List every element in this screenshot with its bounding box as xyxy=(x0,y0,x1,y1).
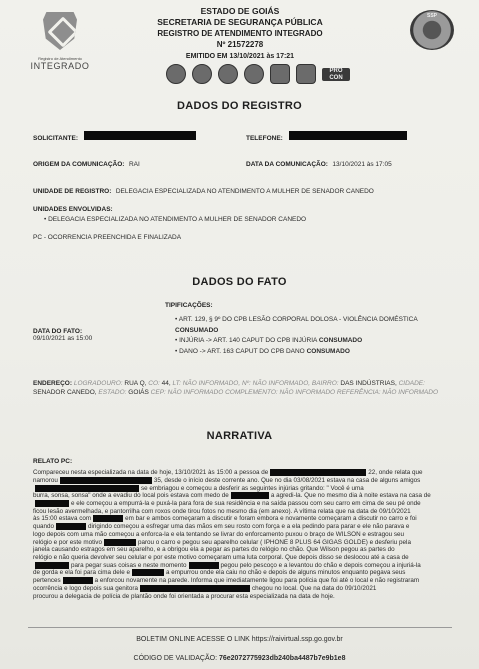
narrative-segment: parou o carro e pegou seu aparelho celular ( IPHONE 8 PLUS 64 GIGAS GOLDE) e desferiu pela xyxy=(137,538,411,546)
registro-section-title: DADOS DO REGISTRO xyxy=(177,100,302,112)
data-comunicacao-field xyxy=(246,153,392,171)
narrative-segment: e ele começou a empurrá-la e puxá-la para fora de sua residência e na saída passou com seu carro em cima de seu pé onde xyxy=(71,500,421,508)
narrativa-section-title: NARRATIVA xyxy=(206,430,273,442)
narrative-segment: a empurrou onde ela caiu no chão e depois de alguns minutos enquanto pegava seus xyxy=(165,569,406,577)
narrative-segment: relógio e não queria devolver seu celular e por este motivo começaram uma luta corporal. Que depois disso se deslocou até a casa de xyxy=(33,553,409,561)
boletim-text: BOLETIM ONLINE ACESSE O LINK https://raivirtual.ssp.go.gov.br xyxy=(136,636,343,643)
narrative-text xyxy=(33,469,463,600)
narrative-line xyxy=(33,492,463,500)
data-fato-value: 09/10/2021 as 15:00 xyxy=(33,335,93,342)
endereco-rest: CEP: NÃO INFORMADO COMPLEMENTO: NÃO INFORMADO REFERÊNCIA: NÃO INFORMADO xyxy=(150,388,439,396)
narrative-segment: 22, onde relata que xyxy=(368,469,423,477)
redacted-block xyxy=(35,500,69,507)
narrative-segment: dirigindo começou a esfregar uma das mãos em seu rosto com força e a ela pedindo para parar e ele não parava e xyxy=(88,523,410,531)
endereco-label: ENDEREÇO: xyxy=(33,380,73,387)
narrative-line xyxy=(33,515,463,523)
narrative-segment: janela causando estragos em seu aparelho, e a obrigou ela a pegar as partes do relógio no chão. Que Wilson pegou as partes do xyxy=(33,546,395,554)
procon-logo: PRO CON xyxy=(322,68,350,81)
narrative-line xyxy=(33,500,463,508)
fato-section-title: DADOS DO FATO xyxy=(192,276,287,288)
narrative-segment: de gorda e ela foi para cima dele e xyxy=(33,569,130,577)
bullet-icon: • xyxy=(175,316,178,323)
redacted-block xyxy=(84,131,196,140)
badge-icon xyxy=(270,64,290,84)
unidade-label: UNIDADE DE REGISTRO: xyxy=(33,188,112,195)
narrative-line xyxy=(33,469,463,477)
redacted-block xyxy=(63,577,93,584)
narrative-line xyxy=(33,539,463,547)
bullet-icon: • xyxy=(175,347,178,355)
narrative-line xyxy=(33,523,463,531)
narrative-segment: a enforcou novamente na parede. Informa que imediatamente ligou para polícia que foi até o local e não registraram xyxy=(94,577,420,585)
data-fato-field xyxy=(33,328,92,342)
badge-text: SSP xyxy=(426,13,437,19)
narrative-segment: se embriagou e começou a desferir as seguintes injúrias gritando: " Você é uma xyxy=(141,484,364,492)
redacted-block xyxy=(289,131,407,140)
department-title: SECRETARIA DE SEGURANÇA PÚBLICA xyxy=(157,17,323,27)
tipificacao-status: CONSUMADO xyxy=(306,347,350,355)
document-header xyxy=(120,6,360,62)
redacted-block xyxy=(35,485,139,492)
data-comunicacao-label: DATA DA COMUNICAÇÃO: xyxy=(246,161,328,168)
cidade-label: CIDADE: xyxy=(398,380,425,387)
narrative-line xyxy=(33,593,463,601)
redacted-block xyxy=(132,569,164,576)
lt-label: LT: NÃO INFORMADO, Nº: NÃO INFORMADO, BAIRRO: xyxy=(172,380,339,387)
tipificacao-status: CONSUMADO xyxy=(318,337,363,344)
narrative-line xyxy=(33,554,463,562)
tipificacao-text: INJÚRIA -> ART. 140 CAPUT DO CPB INJÚRIA xyxy=(179,337,318,344)
redacted-block xyxy=(270,469,366,476)
origem-field xyxy=(33,153,140,171)
tipificacao-item xyxy=(175,315,455,336)
unidade-value: DELEGACIA ESPECIALIZADA NO ATENDIMENTO A MULHER DE SENADOR CANEDO xyxy=(115,188,374,195)
police-badge-icon xyxy=(410,10,454,50)
codigo-value: 76e2072775923db240ba4487b7e9b1e8 xyxy=(218,655,346,662)
integrado-logo xyxy=(30,12,90,71)
narrative-line xyxy=(33,585,463,593)
narrative-line xyxy=(33,485,463,493)
tipificacoes-list xyxy=(175,315,455,357)
tipificacao-item xyxy=(175,347,455,358)
tipificacao-text: DANO -> ART. 163 CAPUT DO CPB DANO xyxy=(179,347,305,355)
telefone-field xyxy=(246,127,407,145)
shield-icon xyxy=(296,64,316,84)
codigo-validacao xyxy=(0,655,479,662)
solicitante-label: SOLICITANTE: xyxy=(33,135,79,142)
narrative-line xyxy=(33,562,463,570)
narrative-segment: Compareceu nesta especializada na data de hoje, 13/10/2021 às 15:00 a pessoa de xyxy=(33,469,269,477)
narrative-segment: namorou xyxy=(33,476,58,484)
narrative-segment: a agredi-la. Que no mesmo dia à noite estava na casa de xyxy=(270,492,431,500)
endereco-field xyxy=(33,380,458,397)
tipificacao-status: CONSUMADO xyxy=(175,326,219,334)
envolvida-item xyxy=(44,216,306,223)
crest-icon xyxy=(192,64,212,84)
narrative-line xyxy=(33,577,463,585)
redacted-block xyxy=(56,523,86,530)
data-comunicacao-value: 13/10/2021 às 17:05 xyxy=(332,161,392,168)
redacted-block xyxy=(35,562,69,569)
cidade-value: SENADOR CANEDO, xyxy=(33,388,97,396)
codigo-label: CÓDIGO DE VALIDAÇÃO: xyxy=(133,655,218,662)
origem-label: ORIGEM DA COMUNICAÇÃO: xyxy=(33,161,125,168)
redacted-block xyxy=(189,562,219,569)
state-title: ESTADO DE GOIÁS xyxy=(200,6,280,16)
logo-small-text: Registro de Atendimento xyxy=(38,56,82,61)
relato-label: RELATO PC: xyxy=(33,458,73,465)
redacted-block xyxy=(140,585,250,592)
redacted-block xyxy=(93,515,123,522)
narrative-line xyxy=(33,531,463,539)
narrative-line xyxy=(33,569,463,577)
emblem-icon xyxy=(218,64,238,84)
narrative-segment: procurou a delegacia de polícia de plantão onde foi orientada a procurar esta especializada na data de hoje. xyxy=(33,592,335,600)
bullet-icon: • xyxy=(175,337,178,344)
co-value: 44, xyxy=(161,380,171,387)
narrative-segment: burra, sonsa, sonsa" onde a evadiu do local pois estava com medo de xyxy=(33,492,229,500)
shield-icon xyxy=(43,12,77,50)
agency-icons xyxy=(166,64,350,84)
narrative-segment: para pegar suas coisas e neste momento xyxy=(71,561,187,569)
logradouro-label: LOGRADOURO: xyxy=(73,380,123,387)
solicitante-field xyxy=(33,127,196,145)
envolvidas-label: UNIDADES ENVOLVIDAS: xyxy=(33,206,113,213)
narrative-segment: às 15:00 estava com xyxy=(33,515,92,523)
narrative-segment: pegou pelo pescoço e a levantou do chão e depois começou a injuriá-la xyxy=(220,561,421,569)
narrative-segment: quando xyxy=(33,523,55,531)
record-number: Nº 21572278 xyxy=(216,40,264,49)
logradouro-value: RUA Q, xyxy=(124,380,147,387)
unidade-field xyxy=(33,180,374,198)
narrative-line xyxy=(33,546,463,554)
redacted-block xyxy=(60,477,152,484)
tipificacao-item xyxy=(175,336,455,347)
narrative-segment: em bar e ambos começaram a discutir e foram embora e novamente começaram a discutir no carro e foi xyxy=(125,515,417,523)
police-badge-icon xyxy=(166,64,186,84)
narrative-segment: logo depois com uma mão começou a enforca-la e ela tentando se livrar do enforcamento puxou o braço de WILSON e estragou seu xyxy=(33,530,405,538)
narrative-segment: 35, desde o início deste corrente ano. Que no dia 03/08/2021 estava na casa de alguns amigos xyxy=(153,476,421,484)
narrative-segment: chegou no local. Que na data do 09/10/2021 xyxy=(252,584,377,592)
bairro-value: DAS INDÚSTRIAS, xyxy=(340,380,397,387)
tipificacao-text: ART. 129, § 9º DO CPB LESÃO CORPORAL DOLOSA - VIOLÊNCIA DOMÉSTICA xyxy=(178,316,418,323)
narrative-segment: ocorrência e logo depois sua genitora xyxy=(33,584,139,592)
estado-value: GOIÁS xyxy=(128,388,149,396)
envolvida-item-text: DELEGACIA ESPECIALIZADA NO ATENDIMENTO A MULHER DE SENADOR CANEDO xyxy=(48,216,307,223)
seal-icon xyxy=(244,64,264,84)
narrative-segment: relógio e por este motivo xyxy=(33,538,102,546)
footer-divider xyxy=(28,627,452,628)
logo-big-text: INTEGRADO xyxy=(30,61,90,71)
redacted-block xyxy=(104,539,136,546)
bullet-icon: • xyxy=(44,216,47,223)
co-label: CO: xyxy=(148,380,160,387)
narrative-segment: ficou lesão avermelhada, e pantorrilha com roxos onde tirou fotos no mesmo dia (em anexo). A vítima relata que na data de 09/10/2021 xyxy=(33,507,411,515)
status-text: PC - OCORRENCIA PREENCHIDA E FINALIZADA xyxy=(33,234,182,241)
tipificacoes-label: TIPIFICAÇÕES: xyxy=(165,302,213,309)
telefone-label: TELEFONE: xyxy=(246,135,283,142)
origem-value: RAI xyxy=(128,161,140,168)
redacted-block xyxy=(231,492,269,499)
narrative-segment: pertences xyxy=(33,577,61,585)
record-title: REGISTRO DE ATENDIMENTO INTEGRADO xyxy=(157,29,323,38)
narrative-line xyxy=(33,508,463,516)
estado-label: ESTADO: xyxy=(98,388,127,396)
narrative-line xyxy=(33,477,463,485)
emission-date: EMITIDO EM 13/10/2021 às 17:21 xyxy=(185,53,295,60)
data-fato-label: DATA DO FATO: xyxy=(33,328,83,335)
